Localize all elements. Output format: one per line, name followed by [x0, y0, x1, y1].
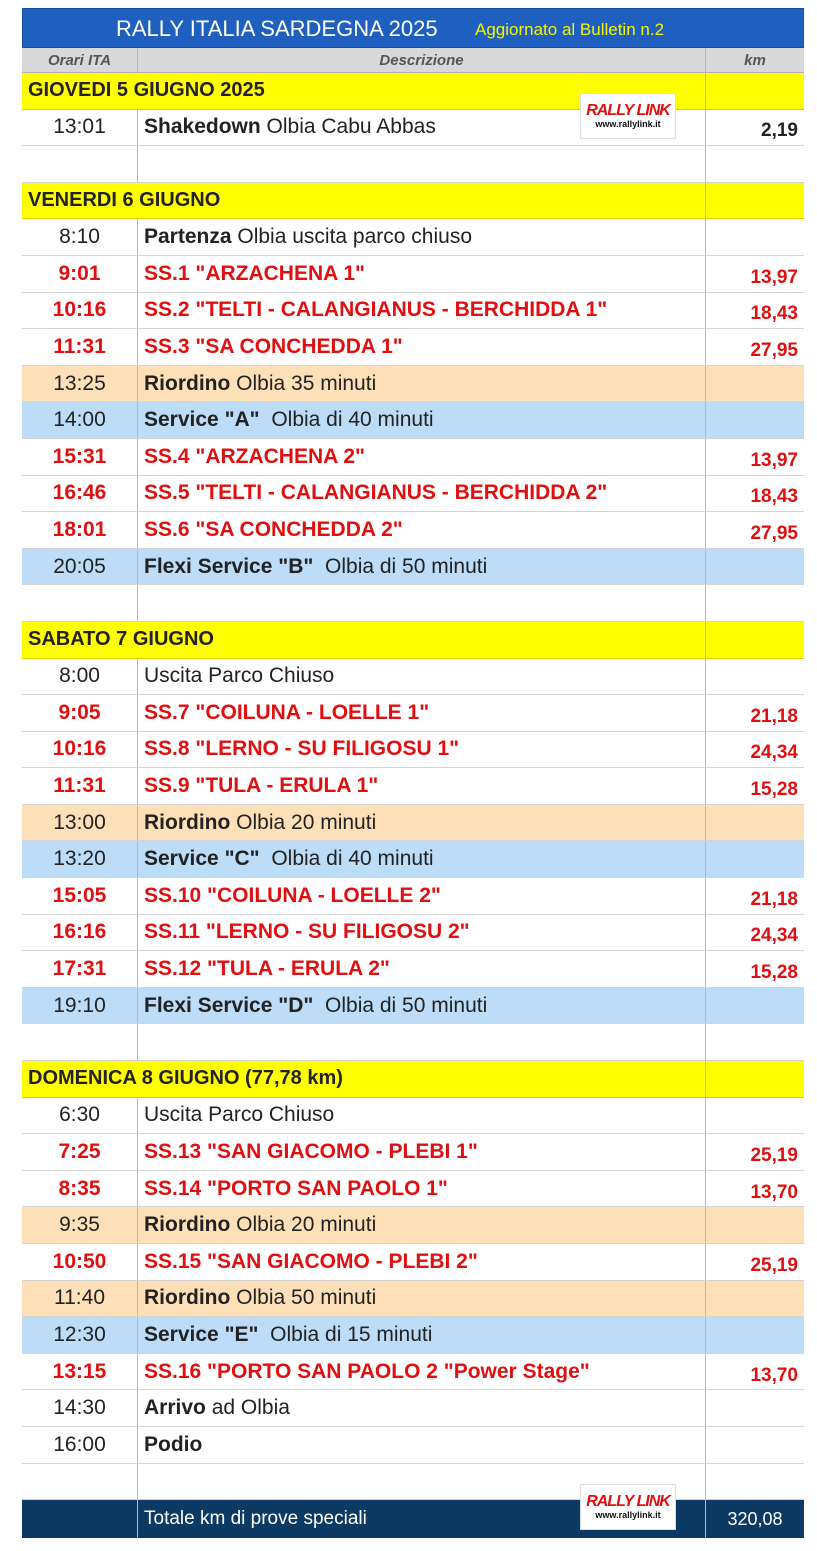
day-header-row: [22, 1061, 804, 1098]
description-bold: Partenza: [144, 225, 232, 249]
time-cell: 20:05: [22, 549, 138, 585]
description-cell: [138, 585, 706, 621]
schedule-row: [22, 841, 804, 878]
schedule-row: [22, 1427, 804, 1464]
description-bold: Service "C": [144, 847, 260, 871]
schedule-row: [22, 1354, 804, 1391]
description-bold: SS.13 "SAN GIACOMO - PLEBI 1": [144, 1140, 478, 1164]
rallylink-logo-bottom: [580, 1484, 676, 1530]
km-cell: 24,34: [750, 925, 798, 947]
spacer-row: [22, 146, 804, 183]
total-km: 320,08: [727, 1508, 783, 1529]
description-cell: [138, 1281, 706, 1317]
description-bold: Flexi Service "B": [144, 554, 314, 578]
km-cell: [706, 1281, 804, 1317]
km-cell: [706, 219, 804, 255]
description-bold: SS.6 "SA CONCHEDDA 2": [144, 517, 403, 541]
description-bold: SS.8 "LERNO - SU FILIGOSU 1": [144, 737, 460, 761]
time-cell: 13:00: [22, 805, 138, 841]
time-cell: 9:05: [22, 695, 138, 731]
km-cell: 18,43: [750, 303, 798, 325]
km-cell: 13,97: [750, 266, 798, 288]
day-header-row: [22, 183, 804, 220]
km-cell: 15,28: [750, 962, 798, 984]
description-bold: SS.14 "PORTO SAN PAOLO 1": [144, 1176, 448, 1200]
description-bold: SS.9 "TULA - ERULA 1": [144, 774, 379, 798]
km-cell: 21,18: [750, 888, 798, 910]
schedule-row: [22, 256, 804, 293]
total-row: [22, 1500, 804, 1538]
rallylink-logo-top: [580, 93, 676, 139]
km-cell: [706, 366, 804, 402]
schedule-row: [22, 402, 804, 439]
description-cell: [138, 1024, 706, 1060]
description-bold: SS.10 "COILUNA - LOELLE 2": [144, 883, 441, 907]
description-bold: SS.12 "TULA - ERULA 2": [144, 957, 390, 981]
time-cell: 15:31: [22, 439, 138, 475]
description-text: Uscita Parco Chiuso: [144, 664, 335, 688]
description-bold: Riordino: [144, 1213, 231, 1237]
description-cell: [138, 732, 706, 768]
description-bold: SS.11 "LERNO - SU FILIGOSU 2": [144, 920, 470, 944]
schedule-row: [22, 1207, 804, 1244]
day-km-cell: [706, 183, 804, 219]
description-cell: [138, 366, 706, 402]
km-cell: 13,97: [750, 449, 798, 471]
time-cell: 9:01: [22, 256, 138, 292]
description-cell: [138, 439, 706, 475]
schedule-row: [22, 915, 804, 952]
description-bold: Service "A": [144, 408, 260, 432]
time-cell: 16:00: [22, 1427, 138, 1463]
day-km-cell: [706, 73, 804, 109]
schedule-row: [22, 1134, 804, 1171]
description-bold: SS.15 "SAN GIACOMO - PLEBI 2": [144, 1249, 478, 1273]
description-cell: [138, 219, 706, 255]
time-cell: 11:31: [22, 329, 138, 365]
time-cell: 8:00: [22, 659, 138, 695]
time-cell: 12:30: [22, 1317, 138, 1353]
description-bold: Arrivo: [144, 1396, 206, 1420]
description-cell: [138, 512, 706, 548]
description-cell: [138, 1354, 706, 1390]
description-cell: [138, 476, 706, 512]
description-cell: [138, 329, 706, 365]
description-text: Olbia di 15 minuti: [258, 1322, 433, 1346]
time-cell: 10:50: [22, 1244, 138, 1280]
time-cell: 13:20: [22, 841, 138, 877]
schedule-sheet: [22, 8, 804, 1538]
total-time-cell: [22, 1500, 138, 1538]
column-header: [22, 48, 804, 73]
header-km: km: [744, 51, 766, 69]
description-cell: [138, 549, 706, 585]
schedule-row: [22, 1244, 804, 1281]
day-label: VENERDI 6 GIUGNO: [22, 183, 706, 219]
description-text: Olbia di 40 minuti: [259, 847, 434, 871]
schedule-row: [22, 439, 804, 476]
km-cell: [706, 1098, 804, 1134]
time-cell: 14:00: [22, 402, 138, 438]
description-cell: [138, 768, 706, 804]
description-cell: [138, 1171, 706, 1207]
time-cell: [22, 585, 138, 621]
title-bar: [22, 8, 804, 48]
day-km-cell: [706, 1061, 804, 1097]
km-cell: 18,43: [750, 486, 798, 508]
km-cell: [706, 146, 804, 182]
time-cell: 17:31: [22, 951, 138, 987]
schedule-row: [22, 805, 804, 842]
schedule-row: [22, 1098, 804, 1135]
description-text: Olbia 20 minuti: [230, 810, 377, 834]
km-cell: [706, 659, 804, 695]
time-cell: 16:46: [22, 476, 138, 512]
schedule-row: [22, 549, 804, 586]
time-cell: 18:01: [22, 512, 138, 548]
logo-word: RALLY LINK: [586, 1492, 670, 1510]
description-bold: Service "E": [144, 1322, 259, 1346]
km-cell: 13,70: [750, 1364, 798, 1386]
header-desc: Descrizione: [138, 48, 706, 72]
day-km-cell: [706, 622, 804, 658]
time-cell: 7:25: [22, 1134, 138, 1170]
time-cell: [22, 1024, 138, 1060]
schedule-row: [22, 951, 804, 988]
schedule-row: [22, 878, 804, 915]
km-cell: [706, 841, 804, 877]
description-text: Uscita Parco Chiuso: [144, 1103, 335, 1127]
description-text: Olbia di 50 minuti: [313, 993, 488, 1017]
description-cell: [138, 146, 706, 182]
time-cell: 6:30: [22, 1098, 138, 1134]
km-cell: [706, 1317, 804, 1353]
description-bold: Podio: [144, 1432, 203, 1456]
description-bold: Shakedown: [144, 115, 261, 139]
km-cell: [706, 1390, 804, 1426]
spacer-row: [22, 1024, 804, 1061]
description-cell: [138, 988, 706, 1024]
description-bold: SS.3 "SA CONCHEDDA 1": [144, 334, 403, 358]
description-bold: SS.1 "ARZACHENA 1": [144, 261, 366, 285]
day-header-row: [22, 73, 804, 110]
description-text: Olbia Cabu Abbas: [260, 115, 436, 139]
description-text: Olbia uscita parco chiuso: [231, 225, 473, 249]
description-cell: [138, 878, 706, 914]
schedule-row: [22, 476, 804, 513]
description-bold: SS.16 "PORTO SAN PAOLO 2 "Power Stage": [144, 1359, 590, 1383]
description-cell: [138, 659, 706, 695]
day-header-row: [22, 622, 804, 659]
schedule-row: [22, 695, 804, 732]
description-text: ad Olbia: [205, 1396, 290, 1420]
time-cell: 16:16: [22, 915, 138, 951]
update-note: Aggiornato al Bulletin n.2: [475, 20, 665, 39]
schedule-row: [22, 1171, 804, 1208]
km-cell: 25,19: [750, 1254, 798, 1276]
time-cell: 15:05: [22, 878, 138, 914]
description-bold: Flexi Service "D": [144, 993, 314, 1017]
schedule-row: [22, 659, 804, 696]
km-cell: 2,19: [761, 120, 798, 142]
time-cell: [22, 146, 138, 182]
description-cell: [138, 256, 706, 292]
km-cell: [706, 1464, 804, 1500]
description-text: Olbia 20 minuti: [230, 1213, 377, 1237]
description-cell: [138, 695, 706, 731]
time-cell: 8:35: [22, 1171, 138, 1207]
km-cell: [706, 402, 804, 438]
time-cell: 13:25: [22, 366, 138, 402]
schedule-row: [22, 366, 804, 403]
schedule-row: [22, 293, 804, 330]
description-cell: [138, 1317, 706, 1353]
description-cell: [138, 951, 706, 987]
km-cell: 21,18: [750, 705, 798, 727]
time-cell: 10:16: [22, 293, 138, 329]
km-cell: [706, 585, 804, 621]
description-bold: Riordino: [144, 810, 231, 834]
day-label: GIOVEDI 5 GIUGNO 2025: [22, 73, 706, 109]
time-cell: 13:01: [22, 110, 138, 146]
description-bold: SS.5 "TELTI - CALANGIANUS - BERCHIDDA 2": [144, 481, 608, 505]
km-cell: [706, 988, 804, 1024]
schedule-rows: [22, 73, 804, 1500]
km-cell: [706, 549, 804, 585]
time-cell: 14:30: [22, 1390, 138, 1426]
total-label: Totale km di prove speciali: [144, 1508, 367, 1530]
time-cell: 10:16: [22, 732, 138, 768]
schedule-row: [22, 988, 804, 1025]
logo-url: www.rallylink.it: [595, 1509, 661, 1520]
schedule-row: [22, 219, 804, 256]
page-title: RALLY ITALIA SARDEGNA 2025: [116, 16, 438, 41]
km-cell: 25,19: [750, 1145, 798, 1167]
spacer-row: [22, 1464, 804, 1501]
schedule-row: [22, 732, 804, 769]
description-cell: [138, 1390, 706, 1426]
schedule-row: [22, 110, 804, 147]
schedule-row: [22, 1317, 804, 1354]
km-cell: 27,95: [750, 339, 798, 361]
time-cell: [22, 1464, 138, 1500]
schedule-row: [22, 329, 804, 366]
time-cell: 19:10: [22, 988, 138, 1024]
logo-word: RALLY LINK: [586, 101, 670, 119]
description-cell: [138, 1427, 706, 1463]
time-cell: 13:15: [22, 1354, 138, 1390]
description-text: Olbia 50 minuti: [230, 1286, 377, 1310]
description-text: Olbia 35 minuti: [230, 371, 377, 395]
description-cell: [138, 1134, 706, 1170]
description-text: Olbia di 50 minuti: [313, 554, 488, 578]
km-cell: 13,70: [750, 1181, 798, 1203]
description-bold: SS.4 "ARZACHENA 2": [144, 444, 366, 468]
description-bold: SS.7 "COILUNA - LOELLE 1": [144, 700, 430, 724]
schedule-row: [22, 512, 804, 549]
description-cell: [138, 1244, 706, 1280]
description-cell: [138, 805, 706, 841]
km-cell: 27,95: [750, 522, 798, 544]
km-cell: [706, 805, 804, 841]
description-cell: [138, 841, 706, 877]
day-label: DOMENICA 8 GIUGNO (77,78 km): [22, 1061, 706, 1097]
description-cell: [138, 1207, 706, 1243]
km-cell: 15,28: [750, 779, 798, 801]
description-cell: [138, 915, 706, 951]
schedule-row: [22, 1281, 804, 1318]
km-cell: [706, 1427, 804, 1463]
time-cell: 9:35: [22, 1207, 138, 1243]
schedule-row: [22, 1390, 804, 1427]
time-cell: 8:10: [22, 219, 138, 255]
km-cell: 24,34: [750, 742, 798, 764]
description-text: Olbia di 40 minuti: [259, 408, 434, 432]
description-cell: [138, 402, 706, 438]
logo-url: www.rallylink.it: [595, 118, 661, 129]
description-bold: Riordino: [144, 1286, 231, 1310]
description-bold: SS.2 "TELTI - CALANGIANUS - BERCHIDDA 1": [144, 298, 608, 322]
km-cell: [706, 1024, 804, 1060]
schedule-row: [22, 768, 804, 805]
description-cell: [138, 1098, 706, 1134]
day-label: SABATO 7 GIUGNO: [22, 622, 706, 658]
time-cell: 11:40: [22, 1281, 138, 1317]
time-cell: 11:31: [22, 768, 138, 804]
header-time: Orari ITA: [22, 48, 138, 72]
spacer-row: [22, 585, 804, 622]
description-bold: Riordino: [144, 371, 231, 395]
km-cell: [706, 1207, 804, 1243]
description-cell: [138, 293, 706, 329]
